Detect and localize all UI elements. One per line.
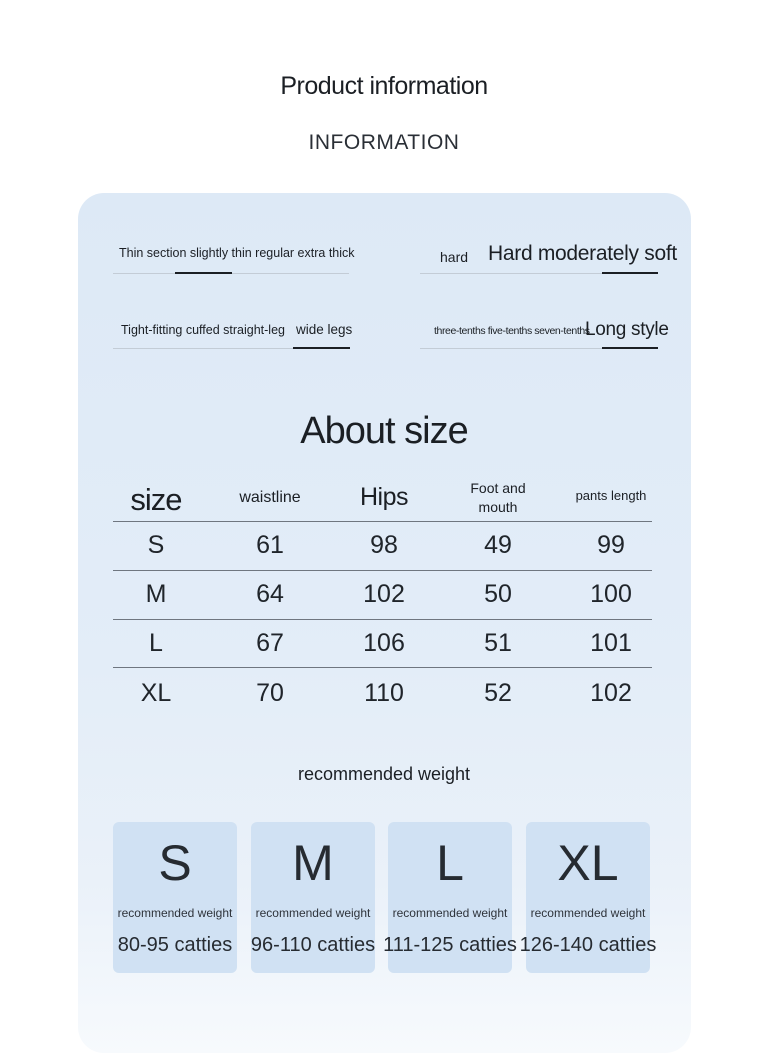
fit-indicator bbox=[293, 347, 350, 349]
cell-waistline: 70 bbox=[256, 679, 284, 707]
size-section-title: About size bbox=[300, 410, 468, 452]
weight-card-range: 80-95 catties bbox=[117, 934, 233, 956]
cell-pants-length: 99 bbox=[597, 531, 625, 559]
cell-pants-length: 100 bbox=[590, 580, 632, 608]
fit-options: Tight-fitting cuffed straight-leg bbox=[121, 323, 285, 337]
weight-card-xl bbox=[519, 822, 657, 973]
page-subtitle: INFORMATION bbox=[308, 131, 460, 154]
fit-scale bbox=[113, 322, 353, 349]
weight-card-l bbox=[383, 822, 517, 973]
cell-foot-mouth: 50 bbox=[484, 580, 512, 608]
fit-selected: wide legs bbox=[296, 322, 353, 337]
table-divider bbox=[113, 667, 652, 668]
weight-card-s bbox=[113, 822, 237, 973]
table-divider bbox=[113, 619, 652, 620]
recommended-weight-title: recommended weight bbox=[297, 764, 471, 784]
weight-card-label: recommended weight bbox=[392, 906, 508, 920]
cell-size: XL bbox=[140, 679, 172, 707]
hardness-scale bbox=[420, 242, 677, 274]
length-options: three-tenths five-tenths seven-tenths bbox=[434, 325, 590, 337]
cell-foot-mouth: 52 bbox=[484, 679, 512, 707]
cell-hips: 106 bbox=[363, 629, 405, 657]
cell-foot-mouth: 51 bbox=[484, 629, 512, 657]
header-foot-line1: Foot and bbox=[470, 480, 526, 496]
thickness-indicator bbox=[175, 272, 232, 274]
weight-card-range: 111-125 catties bbox=[383, 934, 517, 956]
cell-pants-length: 102 bbox=[590, 679, 632, 707]
cell-hips: 110 bbox=[364, 679, 404, 707]
header-hips: Hips bbox=[359, 483, 408, 511]
header-foot-line2: mouth bbox=[478, 499, 518, 515]
table-divider bbox=[113, 570, 652, 571]
cell-waistline: 61 bbox=[256, 531, 284, 559]
cell-size: S bbox=[147, 531, 165, 559]
hardness-option-hard: hard bbox=[440, 249, 469, 265]
weight-card-range: 126-140 catties bbox=[519, 934, 657, 956]
weight-card-size: L bbox=[436, 835, 464, 891]
header-size: size bbox=[130, 482, 182, 517]
cell-foot-mouth: 49 bbox=[484, 531, 512, 559]
header-waistline: waistline bbox=[239, 489, 301, 506]
table-divider bbox=[113, 521, 652, 522]
cell-pants-length: 101 bbox=[590, 629, 632, 657]
header-pants-length: pants length bbox=[575, 488, 647, 503]
length-selected: Long style bbox=[585, 319, 669, 340]
cell-hips: 102 bbox=[363, 580, 405, 608]
weight-card-label: recommended weight bbox=[530, 906, 646, 920]
cell-hips: 98 bbox=[370, 531, 398, 559]
hardness-option-selected: Hard moderately soft bbox=[488, 242, 677, 265]
thickness-scale bbox=[113, 246, 355, 274]
thickness-options: Thin section slightly thin regular extra thick bbox=[119, 246, 355, 260]
weight-card-label: recommended weight bbox=[117, 906, 233, 920]
weight-card-label: recommended weight bbox=[255, 906, 371, 920]
weight-card-range: 96-110 catties bbox=[250, 934, 376, 956]
length-scale bbox=[420, 319, 669, 349]
length-indicator bbox=[602, 347, 658, 349]
cell-waistline: 67 bbox=[256, 629, 284, 657]
weight-card-size: S bbox=[158, 835, 192, 891]
cell-size: L bbox=[149, 629, 163, 657]
weight-card-size: XL bbox=[557, 835, 619, 891]
weight-card-m bbox=[251, 822, 375, 973]
cell-size: M bbox=[145, 580, 167, 608]
page-title: Product information bbox=[280, 72, 488, 100]
hardness-indicator bbox=[602, 272, 658, 274]
cell-waistline: 64 bbox=[256, 580, 284, 608]
weight-card-size: M bbox=[292, 835, 334, 891]
